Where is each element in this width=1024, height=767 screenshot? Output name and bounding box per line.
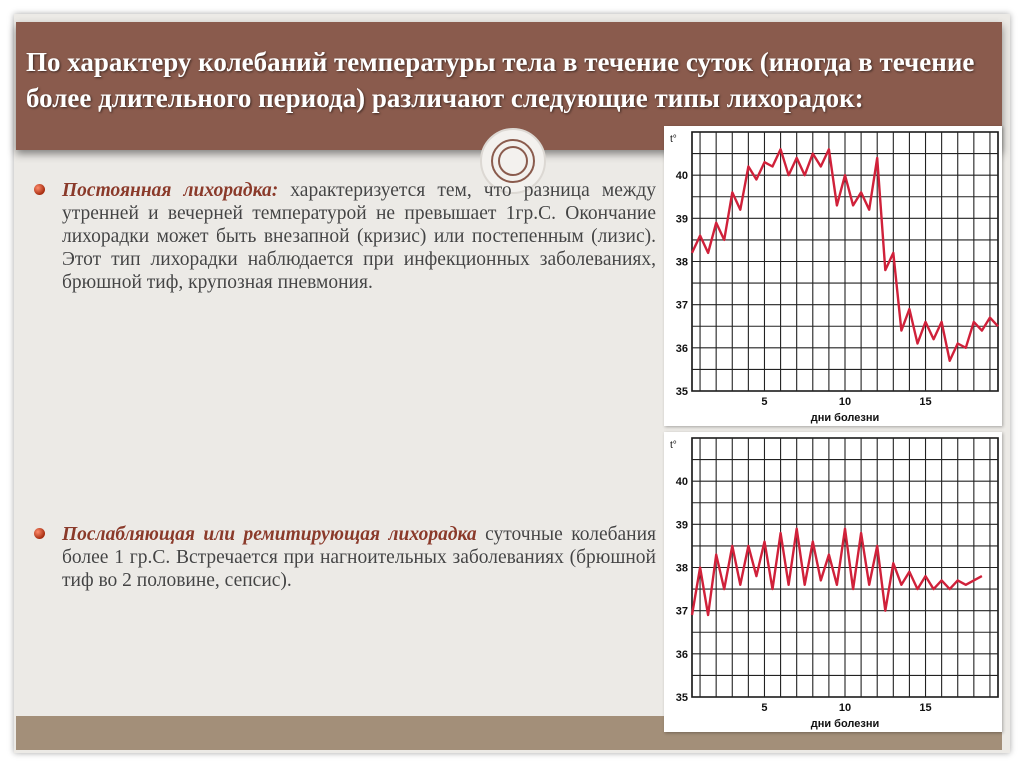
- x-tick-label: 5: [761, 702, 768, 714]
- y-tick-label: 40: [675, 170, 688, 183]
- y-tick-label: 39: [675, 519, 688, 532]
- bullet-constant-fever: [34, 179, 656, 294]
- bullet-text: характеризуется тем, что разница между утренней и вечерней температурой не превышает 1гр.С. Окончание лихорадки может быть внезапной (кризис) или постепенным (лизис). Этот тип лихорадки наблюдается при инфекционных заболеваниях, брюшной тиф, крупозная пневмония.: [62, 180, 656, 293]
- bullet-text: суточные колебания более 1 гр.С. Встречается при нагноительных заболеваниях (брюшной тиф во 2 половине, сепсис).: [62, 524, 657, 591]
- x-tick-label: 10: [838, 702, 852, 714]
- bullet-body: [34, 523, 656, 592]
- bullet-body: [34, 179, 656, 294]
- x-axis-label: дни болезни: [810, 412, 880, 424]
- y-tick-label: 35: [675, 386, 688, 398]
- bullet-term: Постоянная лихорадка:: [62, 180, 279, 201]
- y-tick-label: 36: [675, 648, 688, 661]
- chart-svg: [664, 432, 1002, 732]
- slide-title: По характеру колебаний температуры тела в течение суток (иногда в течение более длительного периода) различают следующие типы лихорадок:: [26, 47, 975, 113]
- y-tick-label: 37: [675, 299, 688, 312]
- bullet-dot-icon: [34, 528, 45, 539]
- x-tick-label: 15: [919, 396, 932, 408]
- chart-constant-fever: [664, 126, 1002, 426]
- bullet-remittent-fever: [34, 523, 656, 592]
- chart-svg: [664, 126, 1002, 426]
- y-axis-label: t°: [670, 134, 677, 145]
- y-tick-label: 35: [675, 692, 688, 704]
- y-tick-label: 40: [675, 476, 688, 489]
- y-tick-label: 38: [675, 256, 688, 269]
- y-tick-label: 36: [675, 342, 688, 355]
- y-tick-label: 39: [675, 213, 688, 226]
- bullet-dot-icon: [34, 184, 45, 195]
- x-axis-label: дни болезни: [810, 718, 880, 730]
- bullet-term: Послабляющая или ремитирующая лихорадка: [62, 524, 477, 545]
- x-tick-label: 5: [761, 396, 768, 408]
- x-tick-label: 15: [919, 702, 932, 714]
- chart-remittent-fever: [664, 432, 1002, 732]
- x-tick-label: 10: [838, 396, 852, 408]
- y-tick-label: 38: [675, 562, 688, 575]
- y-axis-label: t°: [670, 440, 677, 451]
- y-tick-label: 37: [675, 605, 688, 618]
